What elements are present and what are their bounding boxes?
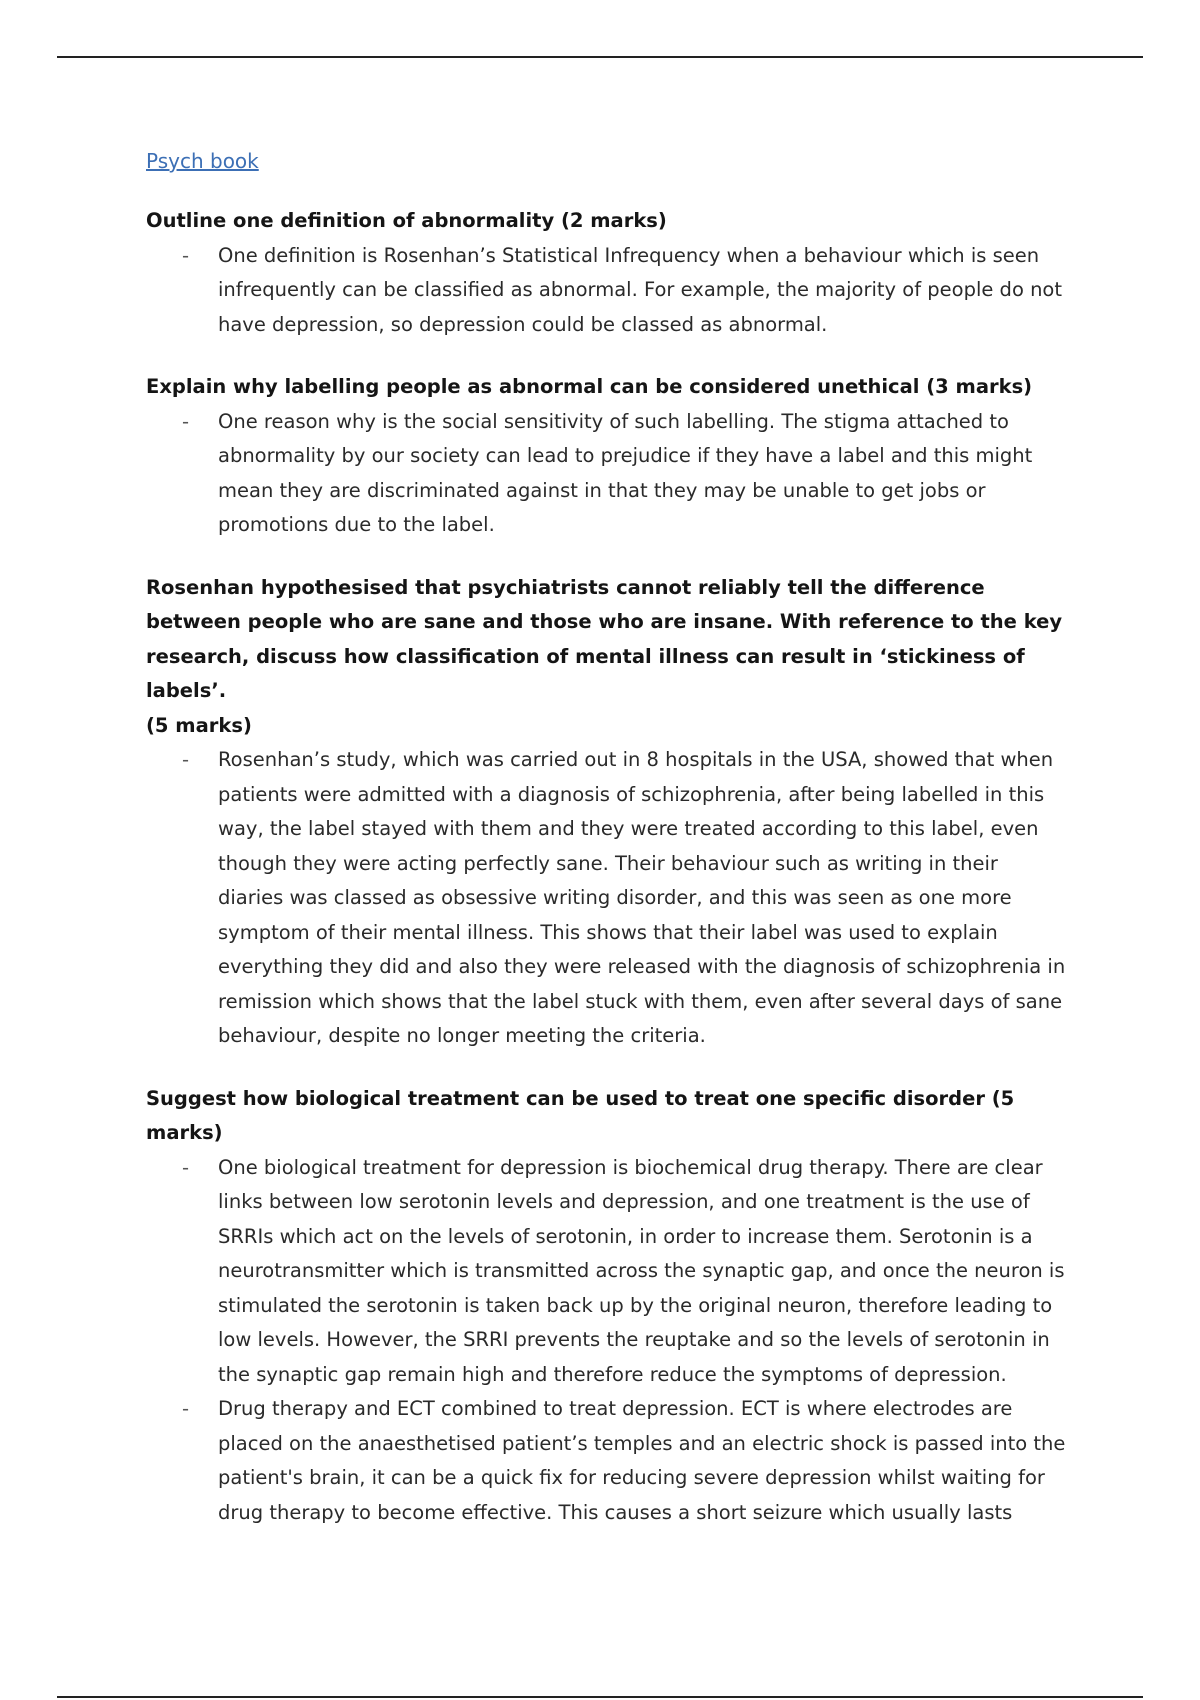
page-bottom-rule [57,1696,1143,1698]
psych-book-link[interactable]: Psych book [146,149,259,173]
question-marks: (5 marks) [146,713,252,737]
answer-text: One reason why is the social sensitivity of such labelling. The stigma attached to abnormality by our society can lead to prejudice if they have a label and this might mean they are discriminated against in that they may be unable to get jobs or promotions due to the label. [218,409,1033,536]
answer-item [146,239,1066,343]
answer-item [146,405,1066,543]
document-body [146,144,1066,1558]
question-section-4 [146,1082,1066,1531]
answer-text: One biological treatment for depression is biochemical drug therapy. There are clear links between low serotonin levels and depression, and one treatment is the use of SRRIs which act on the levels of serotonin, in order to increase them. Serotonin is a neurotransmitter which is transmitted across the synaptic gap, and once the neuron is stimulated the serotonin is taken back up by the original neuron, therefore leading to low levels. However, the SRRI prevents the reuptake and so the levels of serotonin in the synaptic gap remain high and therefore reduce the symptoms of depression. [218,1155,1065,1386]
answer-list [146,239,1066,343]
question-section-3 [146,571,1066,1054]
answer-item [146,743,1066,1054]
answer-list [146,405,1066,543]
dash-bullet-icon: - [182,1397,190,1420]
question-heading: Outline one definition of abnormality (2 marks) [146,209,667,232]
dash-bullet-icon: - [182,243,190,267]
answer-list [146,1151,1066,1531]
answer-text: Drug therapy and ECT combined to treat depression. ECT is where electrodes are placed on the anaesthetised patient’s temples and an electric shock is passed into the patient's brain, it can be a quick fix for reducing severe depression whilst waiting for drug therapy to become effective. This causes a short seizure which usually lasts [218,1397,1066,1524]
dash-bullet-icon: - [182,748,190,771]
answer-item [146,1392,1066,1530]
question-heading: Explain why labelling people as abnormal can be considered unethical (3 marks) [146,375,1033,398]
dash-bullet-icon: - [182,1155,190,1179]
page-top-rule [57,56,1143,58]
answer-item [146,1151,1066,1393]
question-section-2 [146,370,1066,543]
dash-bullet-icon: - [182,409,190,433]
answer-list [146,743,1066,1054]
answer-text: Rosenhan’s study, which was carried out in 8 hospitals in the USA, showed that when patients were admitted with a diagnosis of schizophrenia, after being labelled in this way, the label stayed with them and they were treated according to this label, even though they were acting perfectly sane. Their behaviour such as writing in their diaries was classed as obsessive writing disorder, and this was seen as one more symptom of their mental illness. This shows that their label was used to explain everything they did and also they were released with the diagnosis of schizophrenia in remission which shows that the label stuck with them, even after several days of sane behaviour, despite no longer meeting the criteria. [218,748,1066,1047]
question-heading: Suggest how biological treatment can be used to treat one specific disorder (5 marks) [146,1086,1015,1144]
question-section-1 [146,204,1066,342]
answer-text: One definition is Rosenhan’s Statistical Infrequency when a behaviour which is seen infrequently can be classified as abnormal. For example, the majority of people do not have depression, so depression could be classed as abnormal. [218,243,1063,336]
question-heading: Rosenhan hypothesised that psychiatrists cannot reliably tell the difference between people who are sane and those who are insane. With reference to the key research, discuss how classification of mental illness can result in ‘stickiness of labels’. [146,575,1063,702]
